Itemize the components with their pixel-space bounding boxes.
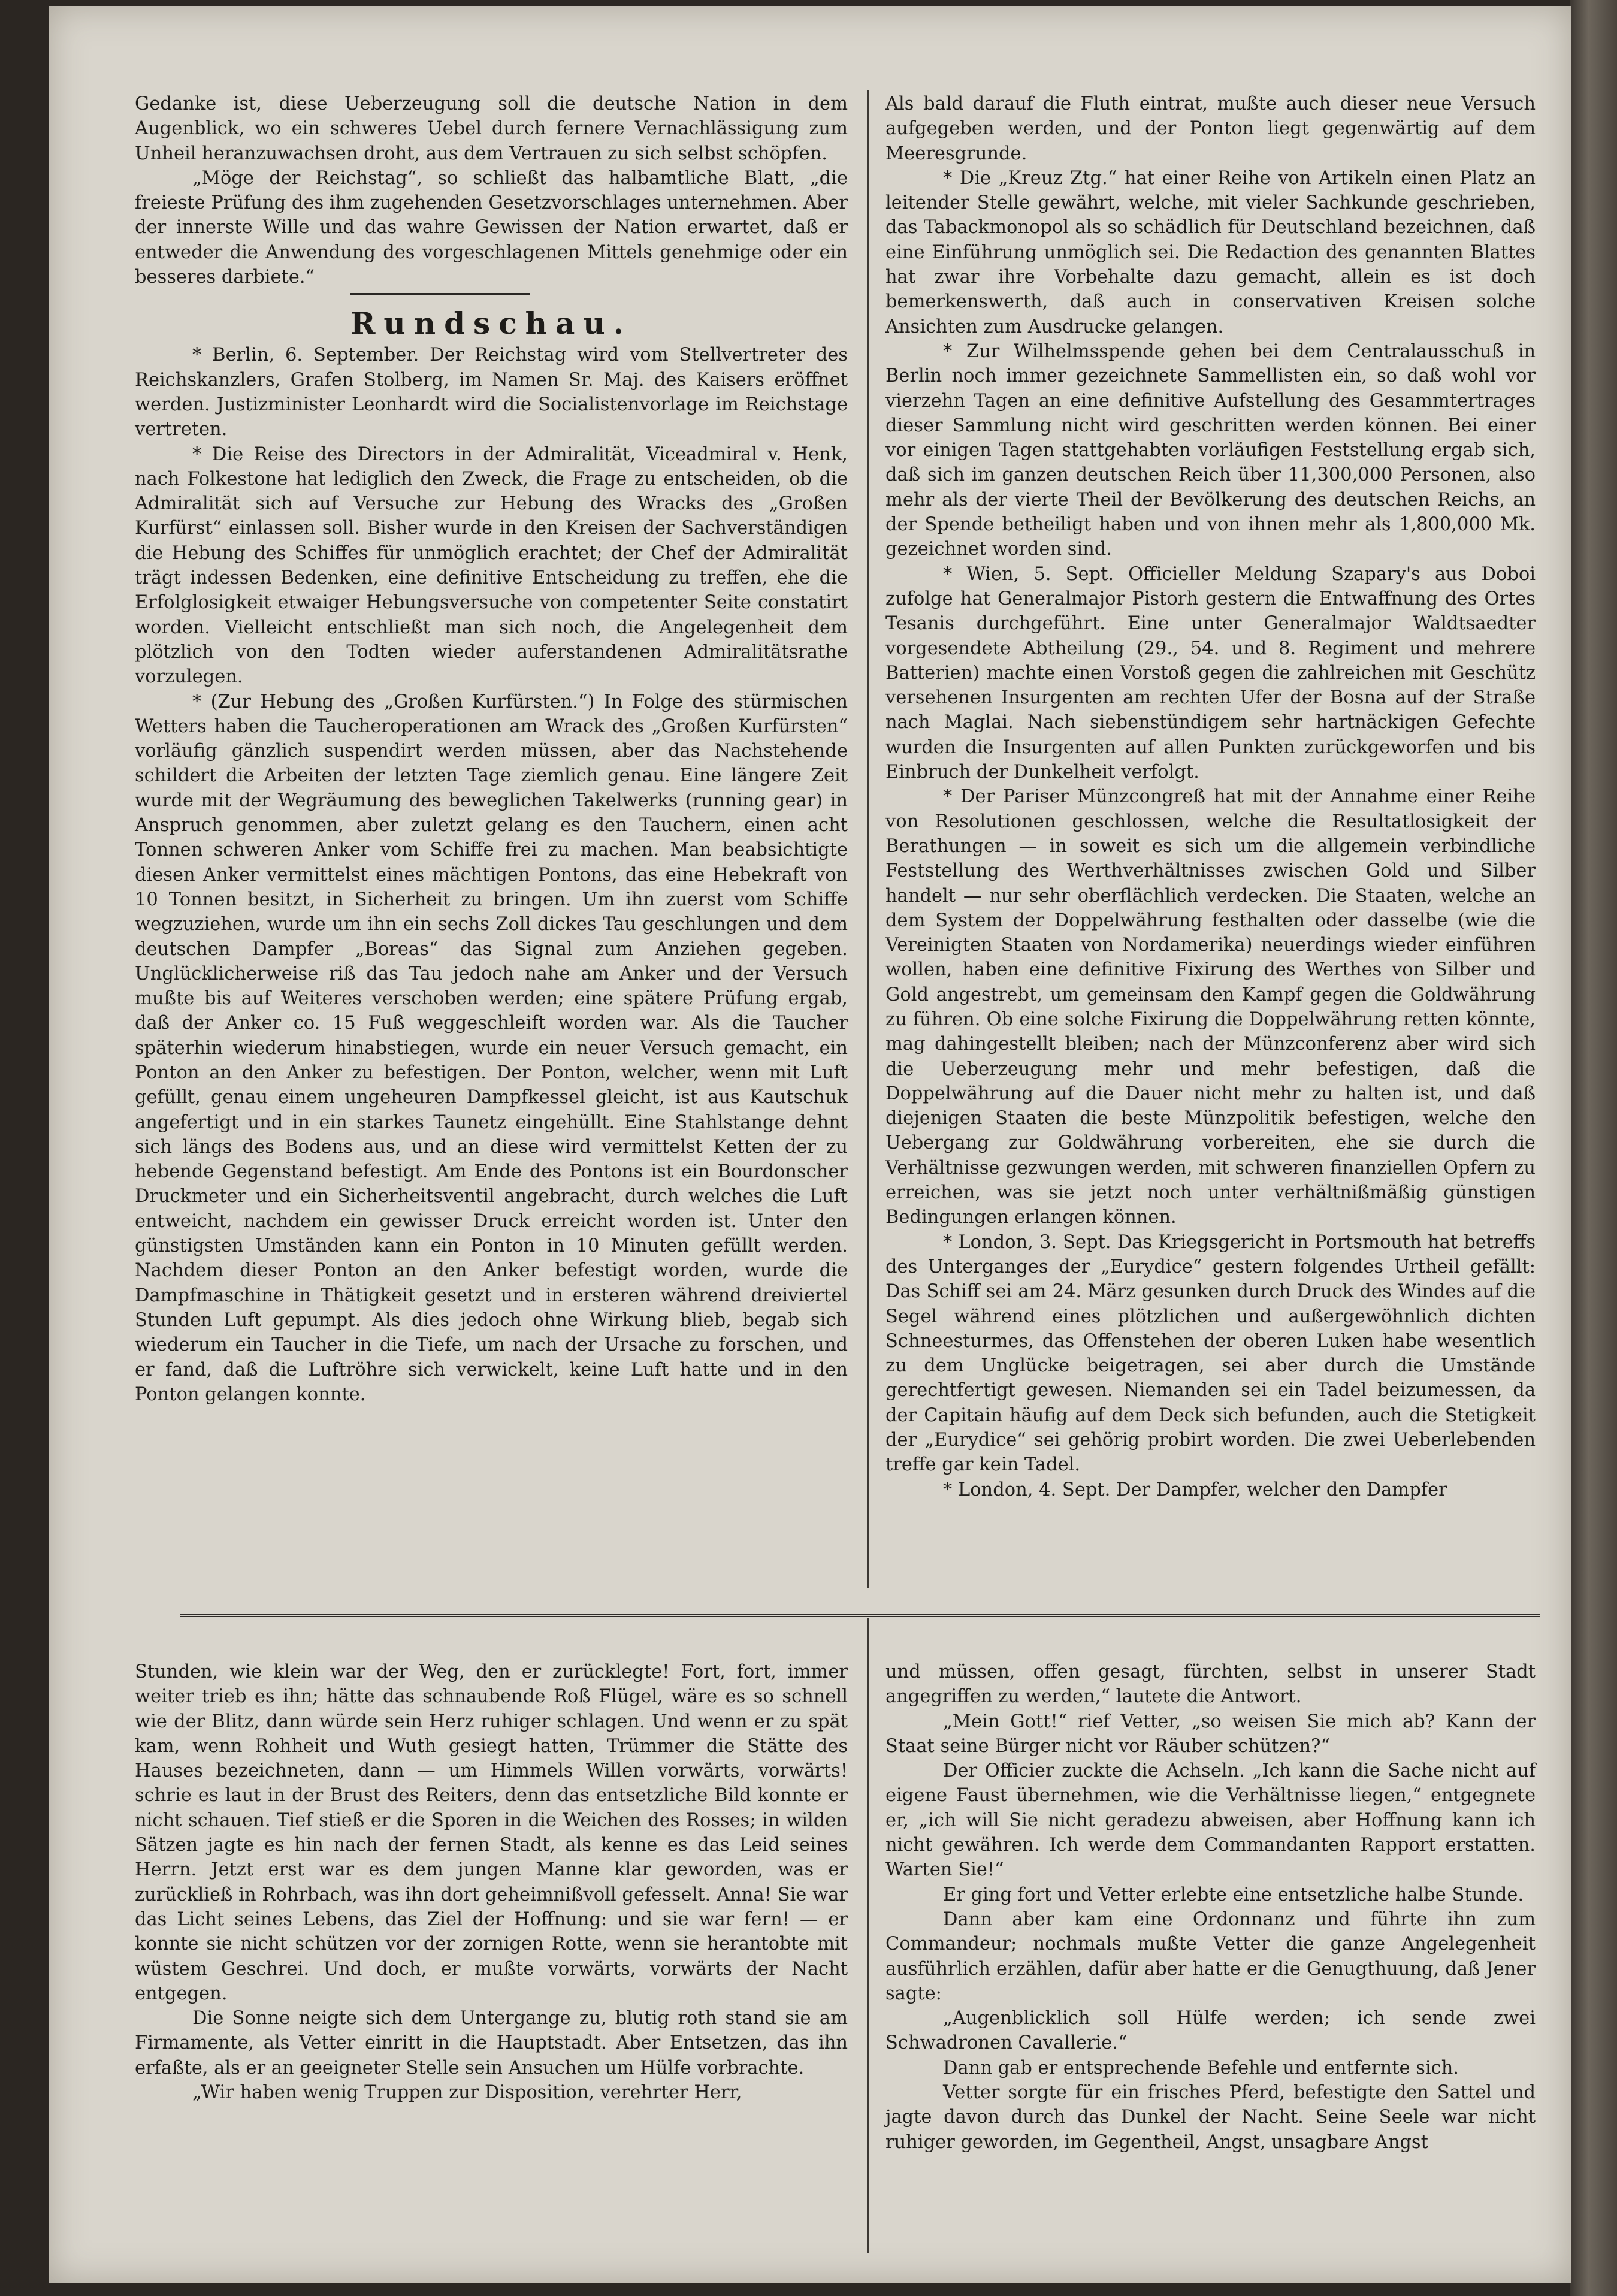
paragraph: Als bald darauf die Fluth eintrat, mußte auch dieser neue Versuch aufgegeben werden, und der Ponton liegt gegenwärtig auf dem Meeresgrunde.	[885, 93, 1536, 164]
news-item-admiralty: * Die Reise des Directors in der Admiralität, Viceadmiral v. Henk, nach Folkestone hat lediglich den Zweck, die Frage zu entscheiden, ob die Admiralität sich auf Versuche zur Hebung des Wracks des „Großen Kurfürst“ einlassen soll. Bisher wurde in den Kreisen der Sachverständigen die Hebung des Schiffes für unmöglich erachtet; der Chef der Admiralität trägt indessen Bedenken, eine definitive Entscheidung zu treffen, ehe die Erfolglosigkeit etwaiger Hebungsversuche von competenter Seite constatirt worden. Vielleicht entschließt man sich noch, die Angelegenheit dem plötzlich von den Todten wieder auferstandenen Admiralitätsrathe vorzulegen.	[135, 443, 848, 688]
paragraph: Er ging fort und Vetter erlebte eine entsetzliche halbe Stunde.	[943, 1884, 1524, 1905]
news-item-kreuzzeitung: * Die „Kreuz Ztg.“ hat einer Reihe von Artikeln einen Platz an leitender Stelle gewährt, welche, mit vieler Sachkunde geschrieben, das Tabackmonopol als so schädlich für Deutschland bezeichnen, daß eine Einführung unmöglich sei. Die Redaction des genannten Blattes hat zwar ihre Vorbehalte dazu gemacht, allein es ist doch bemerkenswerth, daß auch in conservativen Kreisen solche Ansichten zum Ausdrucke gelangen.	[885, 167, 1536, 337]
news-item-wien: * Wien, 5. Sept. Officieller Meldung Szapary's aus Doboi zufolge hat Generalmajor Pistorh gestern die Entwaffnung des Ortes Tesanis durchgeführt. Eine unter Generalmajor Waldtsaedter vorgesendete Abtheilung (29., 54. und 8. Regiment und mehrere Batterien) machte einen Vorstoß gegen die zahlreichen mit Geschütz versehenen Insurgenten am rechten Ufer der Bosna auf der Straße nach Maglai. Nach siebenstündigem sehr hartnäckigen Gefechte wurden die Insurgenten auf allen Punkten zurückgeworfen und bis Einbruch der Dunkelheit verfolgt.	[885, 563, 1536, 783]
paragraph: Dann gab er entsprechende Befehle und entfernte sich.	[943, 2057, 1459, 2079]
news-item-muenzcongress: * Der Pariser Münzcongreß hat mit der Annahme einer Reihe von Resolutionen geschlossen, welche die Resultatlosigkeit der Berathungen — in soweit es sich um die allgemein verbindliche Feststellung des Werthverhältnisses zwischen Gold und Silber handelt — nur sehr oberflächlich verdecken. Die Staaten, welche an dem System der Doppelwährung festhalten oder dasselbe (wie die Vereinigten Staaten von Nordamerika) neuerdings wieder einführen wollen, haben eine definitive Fixirung des Werthes von Silber und Gold angestrebt, um gemeinsam den Kampf gegen die Goldwährung zu führen. Ob eine solche Fixirung die Doppelwährung retten könnte, mag dahingestellt bleiben; nach der Münzconferenz aber wird sich die Ueberzeugung mehr und mehr befestigen, daß die Doppelwährung auf die Dauer nicht mehr zu halten ist, und daß diejenigen Staaten die beste Münzpolitik befestigen, welche den Uebergang zur Goldwährung vorbereiten, ehe sie durch die Verhältnisse gezwungen werden, mit schweren finanziellen Opfern zu erreichen, was sie jetzt noch unter verhältnißmäßig günstigen Bedingungen erlangen können.	[885, 786, 1536, 1228]
paragraph: Vetter sorgte für ein frisches Pferd, befestigte den Sattel und jagte davon durch das Dunkel der Nacht. Seine Seele war nicht ruhiger geworden, im Gegentheil, Angst, unsagbare Angst	[885, 2082, 1536, 2153]
binding-gutter	[1570, 0, 1617, 2296]
paragraph: „Augenblicklich soll Hülfe werden; ich sende zwei Schwadronen Cavallerie.“	[885, 2008, 1536, 2054]
news-item-wilhelmsspende: * Zur Wilhelmsspende gehen bei dem Centralausschuß in Berlin noch immer gezeichnete Sammellisten ein, so daß wohl vor vierzehn Tagen an eine definitive Aufstellung des Gesammtertrages dieser Sammlung nicht wird geschritten werden können. Bei einer vor einigen Tagen stattgehabten vorläufigen Feststellung ergab sich, daß sich im ganzen deutschen Reich über 11,300,000 Personen, also mehr als der vierte Theil der Bevölkerung des deutschen Reichs, an der Spende betheiligt haben und von ihnen mehr als 1,800,000 Mk. gezeichnet worden sind.	[885, 340, 1536, 560]
paragraph: „Mein Gott!“ rief Vetter, „so weisen Sie mich ab? Kann der Staat seine Bürger nicht vor Räuber schützen?“	[885, 1711, 1536, 1757]
news-item-london-eurydice: * London, 3. Sept. Das Kriegsgericht in Portsmouth hat betreffs des Unterganges der „Eurydice“ gestern folgendes Urtheil gefällt: Das Schiff sei am 24. März gesunken durch Druck des Windes auf die Segel während eines plötzlichen und außergewöhnlich dichten Schneesturmes, das Offenstehen der oberen Luken habe wesentlich zu dem Unglücke beigetragen, sei aber durch die Umstände gerechtfertigt gewesen. Niemanden sei ein Tadel beizumessen, da der Capitain häufig auf dem Deck sich befunden, auch die Stetigkeit der „Eurydice“ sei gehörig probirt worden. Die zwei Ueberlebenden treffe gar kein Tadel.	[885, 1231, 1536, 1476]
column-divider-top	[867, 90, 869, 1588]
paragraph: Gedanke ist, diese Ueberzeugung soll die deutsche Nation in dem Augenblick, wo ein schweres Uebel durch fernere Vernachlässigung zum Unheil heranzuwachsen droht, aus dem Vertrauen zu sich selbst schöpfen.	[135, 93, 848, 164]
feuilleton-column-left	[135, 1660, 848, 2105]
column-divider-bottom	[867, 1618, 869, 2253]
feuilleton-separator-rule	[180, 1614, 1540, 1617]
section-heading: Rundschau.	[350, 306, 633, 342]
paragraph: und müssen, offen gesagt, fürchten, selbst in unserer Stadt angegriffen zu werden,“ lautete die Antwort.	[885, 1661, 1536, 1708]
news-column-right	[885, 92, 1536, 1502]
paragraph: Dann aber kam eine Ordonnanz und führte ihn zum Commandeur; nochmals mußte Vetter die ganze Angelegenheit ausführlich erzählen, dafür aber hatte er die Genugthuung, daß Jener sagte:	[885, 1908, 1536, 2004]
feuilleton-column-right	[885, 1660, 1536, 2155]
paragraph: Der Officier zuckte die Achseln. „Ich kann die Sache nicht auf eigene Faust übernehmen, wie die Verhältnisse liegen,“ entgegnete er, „ich will Sie nicht geradezu abweisen, aber Hoffnung kann ich nicht gewähren. Ich werde dem Commandanten Rapport erstatten. Warten Sie!“	[885, 1760, 1536, 1881]
closing-rule	[350, 293, 530, 301]
news-item-kurfuerst: * (Zur Hebung des „Großen Kurfürsten.“) In Folge des stürmischen Wetters haben die Taucheroperationen am Wrack des „Großen Kurfürsten“ vorläufig gänzlich suspendirt werden müssen, aber das Nachstehende schildert die Arbeiten der letzten Tage ziemlich genau. Eine längere Zeit wurde mit der Wegräumung des beweglichen Takelwerks (running gear) in Anspruch genommen, aber zuletzt gelang es den Tauchern, einen acht Tonnen schweren Anker vom Schiffe frei zu machen. Man beabsichtigte diesen Anker vermittelst eines mächtigen Pontons, das eine Hebekraft von 10 Tonnen besitzt, in Sicherheit zu bringen. Um ihn zuerst vom Schiffe wegzuziehen, wurde um ihn ein sechs Zoll dickes Tau geschlungen und dem deutschen Dampfer „Boreas“ das Signal zum Anziehen gegeben. Unglücklicherweise riß das Tau jedoch nahe am Anker und der Versuch mußte bis auf Weiteres verschoben werden; eine spätere Prüfung ergab, daß der Anker co. 15 Fuß weggeschleift worden war. Als die Taucher späterhin wiederum hinabstiegen, wurde ein neuer Versuch gemacht, ein Ponton an den Anker zu befestigen. Der Ponton, welcher, wenn mit Luft gefüllt, genau einem ungeheuren Dampfkessel gleicht, ist aus Kautschuk angefertigt und in ein starkes Taunetz eingehüllt. Eine Stahlstange dehnt sich längs des Bodens aus, und an diese wird vermittelst Ketten der zu hebende Gegenstand befestigt. Am Ende des Pontons ist ein Bourdonscher Druckmeter und ein Sicherheitsventil angebracht, durch welches die Luft entweicht, nachdem ein gewisser Druck erreicht worden ist. Unter den günstigsten Umständen kann ein Ponton in 10 Minuten gefüllt werden. Nachdem dieser Ponton an den Anker befestigt worden, wurde die Dampfmaschine in Thätigkeit gesetzt und in ersteren während dreiviertel Stunden Luft gepumpt. Als dies jedoch ohne Wirkung blieb, begab sich wiederum ein Taucher in die Tiefe, um nach der Ursache zu forschen, und er fand, daß die Luftröhre sich verwickelt, keine Luft hatte und in den Ponton gelangen konnte.	[135, 691, 848, 1405]
news-column-left	[135, 92, 848, 1407]
paragraph: Stunden, wie klein war der Weg, den er zurücklegte! Fort, fort, immer weiter trieb es ihn; hätte das schnaubende Roß Flügel, wäre es so schnell wie der Blitz, dann würde sein Herz ruhiger schlagen. Und wenn er zu spät kam, wenn Rohheit und Wuth gesiegt hatten, Trümmer die Stätte des Hauses bezeichneten, dann — um Himmels Willen vorwärts, vorwärts! schrie es laut in der Brust des Reiters, denn das entsetzliche Bild konnte er nicht schauen. Tief stieß er die Sporen in die Weichen des Rosses; in wilden Sätzen jagte es hin nach der fernen Stadt, als kenne es das Leid seines Herrn. Jetzt erst war es dem jungen Manne klar geworden, was er zurückließ in Rohrbach, was ihn dort geheimnißvoll gefesselt. Anna! Sie war das Licht seines Lebens, das Ziel der Hoffnung: und sie war fern! — er konnte sie nicht schützen vor der zornigen Rotte, wenn sie herantobte mit wüstem Geschrei. Und doch, er mußte vorwärts, vorwärts der Nacht entgegen.	[135, 1661, 848, 2004]
news-item-berlin: * Berlin, 6. September. Der Reichstag wird vom Stellvertreter des Reichskanzlers, Grafen Stolberg, im Namen Sr. Maj. des Kaisers eröffnet werden. Justizminister Leonhardt wird die Socialistenvorlage im Reichstage vertreten.	[135, 345, 848, 440]
paragraph: „Möge der Reichstag“, so schließt das halbamtliche Blatt, „die freieste Prüfung des ihm zugehenden Gesetzvorschlages unternehmen. Aber der innerste Wille und das wahre Gewissen der Nation erwartet, daß er entweder die Anwendung des vorgeschlagenen Mittels genehmige oder ein besseres darbiete.“	[135, 167, 848, 288]
news-item-london-dampfer: * London, 4. Sept. Der Dampfer, welcher den Dampfer	[943, 1479, 1447, 1500]
paragraph: „Wir haben wenig Truppen zur Disposition, verehrter Herr,	[192, 2082, 742, 2104]
paragraph: Die Sonne neigte sich dem Untergange zu, blutig roth stand sie am Firmamente, als Vetter einritt in die Hauptstadt. Aber Entsetzen, das ihn erfaßte, als er an geeigneter Stelle sein Ansuchen um Hülfe vorbrachte.	[135, 2008, 848, 2079]
